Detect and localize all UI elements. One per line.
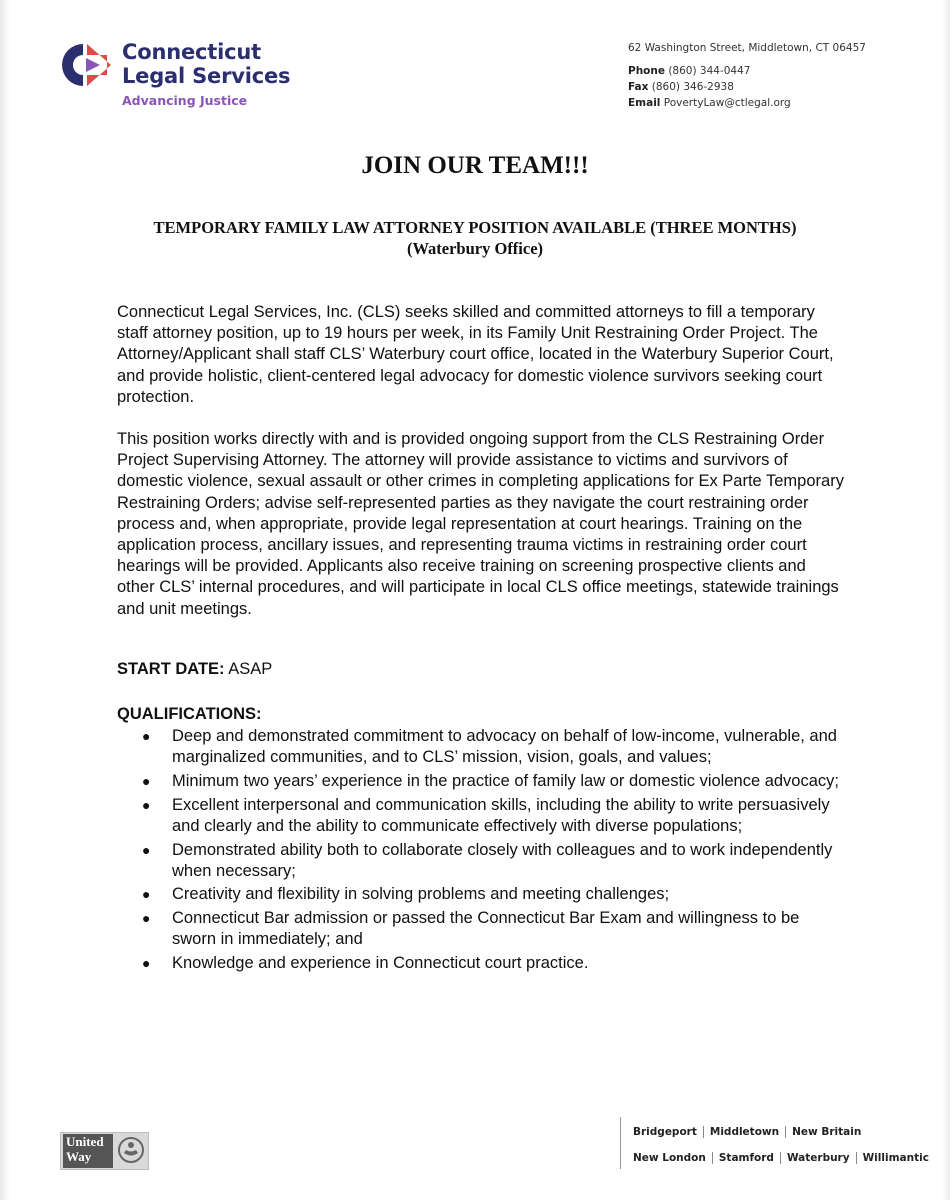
list-item bbox=[117, 953, 847, 974]
fax-number: (860) 346-2938 bbox=[651, 81, 734, 93]
bullet-icon: ● bbox=[142, 955, 151, 972]
list-item-text: Connecticut Bar admission or passed the Connecticut Bar Exam and willingness to be sworn in immediately; and bbox=[172, 909, 800, 949]
list-item-text: Knowledge and experience in Connecticut court practice. bbox=[172, 954, 589, 973]
united-way-hand-icon bbox=[117, 1136, 145, 1164]
bullet-icon: ● bbox=[142, 772, 151, 789]
address: 62 Washington Street, Middletown, CT 06457 bbox=[628, 42, 866, 54]
fax-label: Fax bbox=[628, 81, 649, 93]
page-title: JOIN OUR TEAM!!! bbox=[361, 152, 589, 179]
list-item bbox=[117, 771, 847, 792]
start-date-label: START DATE: bbox=[117, 660, 225, 678]
office-row-1 bbox=[633, 1126, 861, 1138]
list-item-text: Excellent interpersonal and communication skills, including the ability to write persuasively and clearly and the ability to communicate effectively with diverse populations; bbox=[172, 795, 830, 835]
office-locations bbox=[620, 1117, 929, 1169]
email-line bbox=[628, 97, 791, 109]
cls-logo bbox=[60, 40, 300, 112]
office-new-britain: New Britain bbox=[792, 1126, 862, 1138]
position-heading bbox=[140, 217, 810, 259]
phone-label: Phone bbox=[628, 65, 665, 77]
list-item bbox=[117, 884, 847, 905]
list-item bbox=[117, 795, 847, 837]
list-item-text: Minimum two years’ experience in the practice of family law or domestic violence advocacy; bbox=[172, 771, 839, 790]
list-item-text: Deep and demonstrated commitment to advocacy on behalf of low-income, vulnerable, and marginalized communities, and to CLS’ mission, vision, goals, and values; bbox=[172, 727, 837, 767]
org-tagline: Advancing Justice bbox=[122, 93, 248, 108]
bullet-icon: ● bbox=[142, 910, 151, 927]
intro-paragraph: Connecticut Legal Services, Inc. (CLS) seeks skilled and committed attorneys to fill a temporary staff attorney position, up to 19 hours per week, in its Family Unit Restraining Order Project. The Attorney/Applicant shall staff CLS’ Waterbury court office, located in the Waterbury Superior Court, and provide holistic, client-centered legal advocacy for domestic violence survivors seeking court protection. bbox=[117, 303, 834, 406]
fax-line bbox=[628, 81, 734, 93]
bullet-icon: ● bbox=[142, 728, 151, 744]
list-item bbox=[117, 908, 847, 950]
bullet-icon: ● bbox=[142, 841, 151, 858]
office-row-2 bbox=[633, 1152, 929, 1164]
page-edge-right bbox=[942, 0, 950, 1200]
united-way-label: United Way bbox=[63, 1134, 113, 1168]
bullet-icon: ● bbox=[142, 886, 151, 903]
phone-line bbox=[628, 65, 750, 77]
office-location: (Waterbury Office) bbox=[406, 239, 544, 258]
office-new-london: New London bbox=[633, 1152, 706, 1164]
start-date-value: ASAP bbox=[228, 660, 273, 678]
office-bridgeport: Bridgeport bbox=[633, 1126, 697, 1138]
page-edge-left bbox=[0, 0, 10, 1200]
office-stamford: Stamford bbox=[718, 1152, 774, 1164]
bullet-icon: ● bbox=[142, 796, 151, 813]
cls-logo-icon bbox=[60, 42, 112, 88]
list-item-text: Demonstrated ability both to collaborate closely with colleagues and to work independently when necessary; bbox=[172, 840, 833, 880]
start-date bbox=[117, 660, 272, 679]
office-middletown: Middletown bbox=[709, 1126, 780, 1138]
list-item-text: Creativity and flexibility in solving problems and meeting challenges; bbox=[172, 885, 670, 904]
list-item bbox=[117, 726, 847, 768]
phone-number: (860) 344-0447 bbox=[668, 65, 751, 77]
qualifications-list bbox=[117, 726, 847, 977]
position-title: TEMPORARY FAMILY LAW ATTORNEY POSITION AVAILABLE (THREE MONTHS) bbox=[153, 218, 797, 237]
office-willimantic: Willimantic bbox=[862, 1152, 929, 1164]
qualifications-heading: QUALIFICATIONS: bbox=[117, 705, 262, 723]
role-paragraph: This position works directly with and is provided ongoing support from the CLS Restraining Order Project Supervising Attorney. The attorney will provide assistance to victims and survivors of domestic violence, sexual assault or other crimes in completing applications for Ex Parte Temporary Restraining Orders; advise self-represented parties as they navigate the court restraining order process and, when appropriate, provide legal representation at court hearings. Training on the application process, ancillary issues, and representing trauma victims in restraining order court hearings will be provided. Applicants also receive training on screening prospective clients and other CLS’ internal procedures, and will participate in local CLS office meetings, statewide trainings and unit meetings. bbox=[117, 430, 844, 618]
office-waterbury: Waterbury bbox=[786, 1152, 850, 1164]
email-address: PovertyLaw@ctlegal.org bbox=[663, 97, 791, 109]
email-label: Email bbox=[628, 97, 661, 109]
united-way-logo bbox=[60, 1132, 149, 1170]
org-name: Connecticut Legal Services bbox=[122, 40, 291, 88]
list-item bbox=[117, 840, 847, 882]
